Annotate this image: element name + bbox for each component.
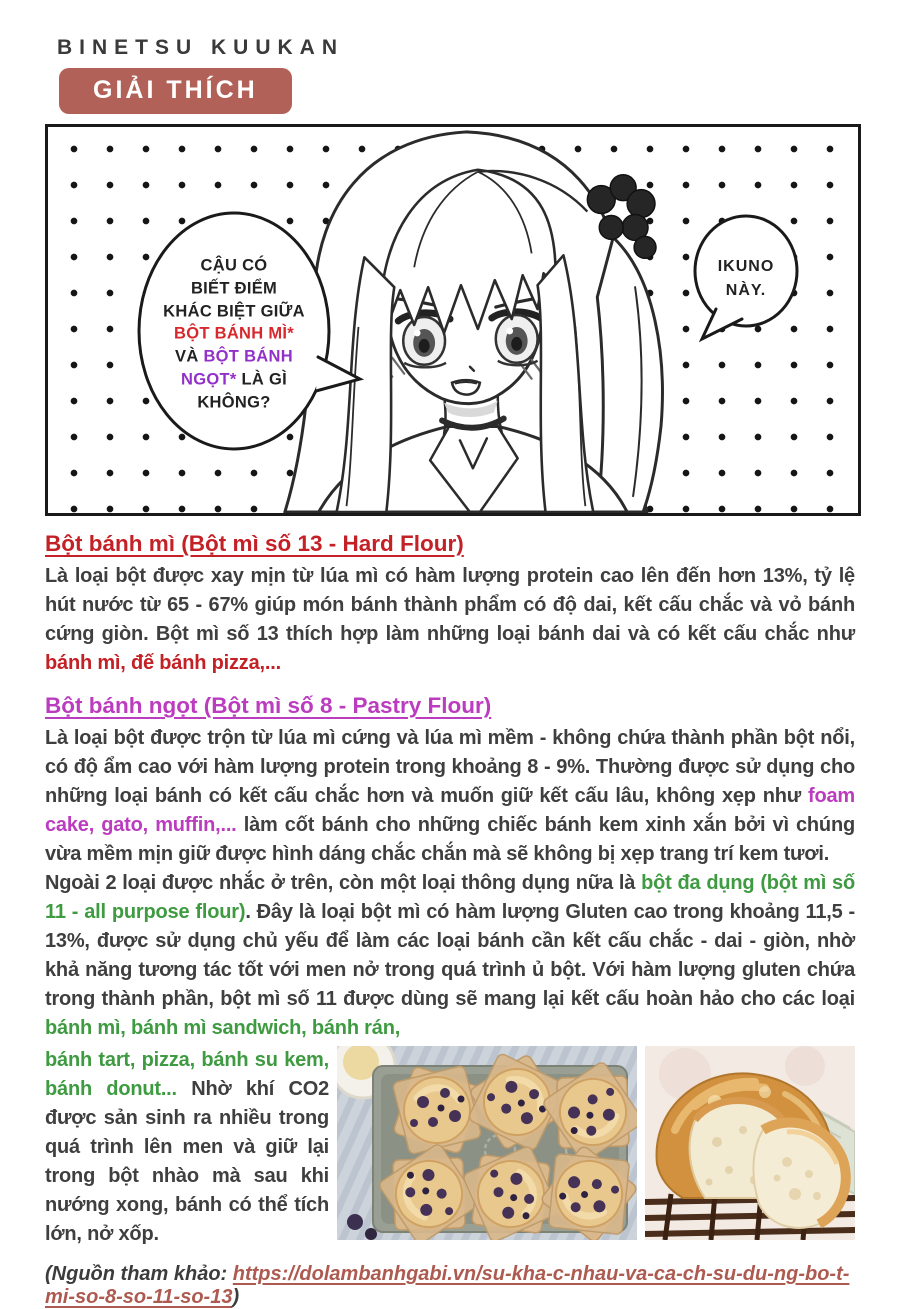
speech-text-right: IKUNO NÀY. xyxy=(717,258,775,300)
manga-panel xyxy=(45,124,861,516)
source-note xyxy=(45,1263,855,1309)
source-link[interactable]: https://dolambanhgabi.vn/su-kha-c-nhau-va-ca-ch-su-du-ng-bo-t-mi-so-8-so-11-so-13 xyxy=(45,1263,850,1308)
paragraph-all-purpose-continued: bánh tart, pizza, bánh su kem, bánh donut... Nhờ khí CO2 được sản sinh ra nhiều trong quá trình lên men và giữ lại trong bột nhào mà sau khi nướng xong, bánh có thể tích lớn, nở xốp. xyxy=(45,1049,329,1245)
text-and-photos-row xyxy=(45,1046,855,1249)
section-heading-pastry-flour: Bột bánh ngọt (Bột mì số 8 - Pastry Flour) xyxy=(45,693,492,718)
speech-bubble-left xyxy=(136,209,376,459)
paragraph-all-purpose-flour: Ngoài 2 loại được nhắc ở trên, còn một loại thông dụng nữa là bột đa dụng (bột mì số 11 - all purpose flour). Đây là loại bột mì có hàm lượng Gluten cao trong khoảng 11,5 - 13%, được sử dụng chủ yếu để làm các loại bánh cần kết cấu chắc - dai - giòn, nhờ khả năng tương tác tốt với men nở trong quá trình ủ bột. Với hàm lượng gluten chứa trong thành phần, bột mì số 11 được dùng sẽ mang lại kết cấu hoàn hảo cho các loại bánh mì, bánh mì sandwich, bánh rán, xyxy=(45,872,856,1039)
series-title: BINETSU KUUKAN xyxy=(57,36,344,59)
speech-text-left: CẬU CÓ BIẾT ĐIỂM KHÁC BIỆT GIỮA BỘT BÁNH MÌ* VÀ BỘT BÁNH NGỌT* LÀ GÌ KHÔNG? xyxy=(163,256,305,411)
paragraph-bread-flour: Là loại bột được xay mịn từ lúa mì có hàm lượng protein cao lên đến hơn 13%, tỷ lệ hút nước từ 65 - 67% giúp món bánh thành phẩm có độ dai, kết cấu chắc và vỏ bánh cứng giòn. Bột mì số 13 thích hợp làm những loại bánh dai và có kết cấu chắc như bánh mì, đế bánh pizza,... xyxy=(45,565,855,674)
explain-badge: GIẢI THÍCH xyxy=(59,68,292,114)
blueberry-muffins-photo xyxy=(337,1046,637,1240)
source-prefix: (Nguồn tham khảo: xyxy=(45,1263,233,1285)
section-heading-bread-flour: Bột bánh mì (Bột mì số 13 - Hard Flour) xyxy=(45,531,464,556)
bread-loaf-photo xyxy=(645,1046,855,1240)
source-suffix: ) xyxy=(232,1286,240,1308)
speech-bubble-right xyxy=(688,213,808,349)
paragraph-pastry-flour: Là loại bột được trộn từ lúa mì cứng và lúa mì mềm - không chứa thành phần bột nổi, có độ ẩm cao với hàm lượng protein trong khoảng 8 - 9%. Thường được sử dụng cho những loại bánh có kết cấu chắc hơn và muốn giữ kết cấu lâu, không xẹp như foam cake, gato, muffin,... làm cốt bánh cho những chiếc bánh kem xinh xắn bởi vì chúng vừa mềm mịn giữ được hình dáng chắc chắn mà sẽ không bị xẹp trang trí kem tươi. xyxy=(45,727,855,865)
article-content xyxy=(45,531,855,1309)
